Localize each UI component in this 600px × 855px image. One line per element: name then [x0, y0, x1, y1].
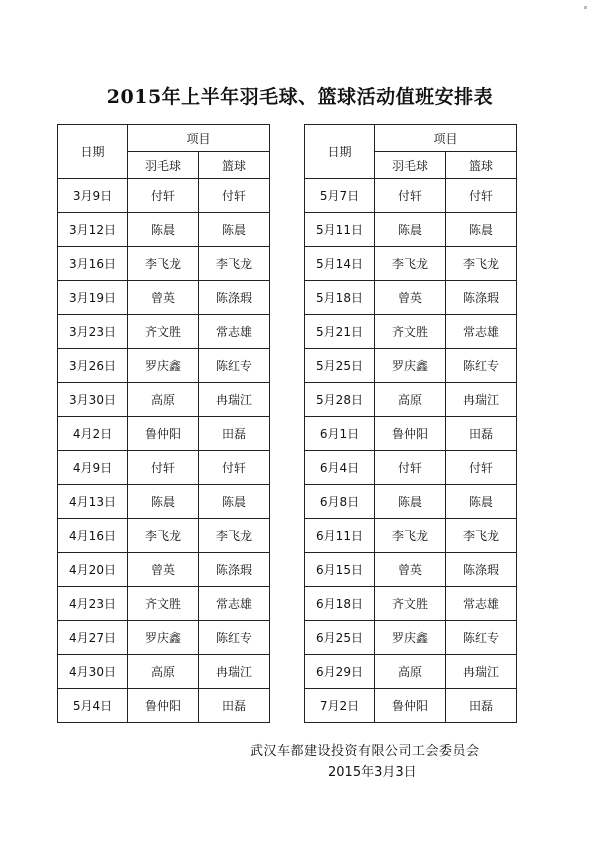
badminton-cell: 付轩	[128, 179, 199, 213]
date-cell: 4月2日	[58, 417, 128, 451]
badminton-cell: 罗庆鑫	[375, 621, 446, 655]
date-cell: 3月23日	[58, 315, 128, 349]
basketball-cell: 陈晨	[199, 485, 270, 519]
date-cell: 7月2日	[305, 689, 375, 723]
badminton-cell: 陈晨	[128, 485, 199, 519]
date-cell: 6月4日	[305, 451, 375, 485]
basketball-cell: 陈晨	[446, 213, 517, 247]
badminton-cell: 高原	[375, 383, 446, 417]
date-cell: 5月25日	[305, 349, 375, 383]
schedule-table-left	[57, 124, 270, 723]
basketball-cell: 陈涤瑕	[446, 553, 517, 587]
badminton-cell: 陈晨	[375, 485, 446, 519]
table-row	[58, 281, 270, 315]
table-row	[58, 417, 270, 451]
date-cell: 5月18日	[305, 281, 375, 315]
basketball-cell: 李飞龙	[199, 519, 270, 553]
table-row	[58, 519, 270, 553]
basketball-cell: 常志雄	[199, 587, 270, 621]
basketball-cell: 冉瑞江	[199, 655, 270, 689]
table-row	[305, 621, 517, 655]
badminton-cell: 李飞龙	[128, 247, 199, 281]
badminton-cell: 陈晨	[375, 213, 446, 247]
date-cell: 5月4日	[58, 689, 128, 723]
table-row	[58, 587, 270, 621]
badminton-cell: 曾英	[375, 553, 446, 587]
date-cell: 6月8日	[305, 485, 375, 519]
badminton-cell: 高原	[128, 383, 199, 417]
date-cell: 6月18日	[305, 587, 375, 621]
badminton-cell: 齐文胜	[375, 315, 446, 349]
date-cell: 5月11日	[305, 213, 375, 247]
badminton-cell: 李飞龙	[128, 519, 199, 553]
date-cell: 4月20日	[58, 553, 128, 587]
date-cell: 6月29日	[305, 655, 375, 689]
basketball-cell: 冉瑞江	[446, 655, 517, 689]
header-date: 日期	[58, 125, 128, 179]
date-cell: 5月7日	[305, 179, 375, 213]
table-row	[305, 587, 517, 621]
document-title: 2015年上半年羽毛球、篮球活动值班安排表	[106, 86, 494, 108]
date-cell: 6月25日	[305, 621, 375, 655]
table-row	[58, 213, 270, 247]
badminton-cell: 齐文胜	[128, 587, 199, 621]
badminton-cell: 齐文胜	[128, 315, 199, 349]
basketball-cell: 付轩	[446, 451, 517, 485]
table-row	[58, 247, 270, 281]
badminton-cell: 曾英	[128, 281, 199, 315]
badminton-cell: 鲁仲阳	[375, 417, 446, 451]
schedule-table-right	[304, 124, 517, 723]
table-row	[305, 553, 517, 587]
basketball-cell: 付轩	[446, 179, 517, 213]
table-row	[305, 519, 517, 553]
badminton-cell: 李飞龙	[375, 519, 446, 553]
date-cell: 4月13日	[58, 485, 128, 519]
basketball-cell: 田磊	[199, 689, 270, 723]
badminton-cell: 付轩	[375, 179, 446, 213]
badminton-cell: 李飞龙	[375, 247, 446, 281]
table-row	[305, 315, 517, 349]
badminton-cell: 付轩	[128, 451, 199, 485]
basketball-cell: 冉瑞江	[446, 383, 517, 417]
table-row	[305, 247, 517, 281]
table-row	[305, 281, 517, 315]
table-row	[305, 655, 517, 689]
basketball-cell: 常志雄	[199, 315, 270, 349]
header-basketball: 篮球	[446, 152, 517, 179]
basketball-cell: 付轩	[199, 451, 270, 485]
badminton-cell: 罗庆鑫	[128, 349, 199, 383]
schedule-body-right	[305, 179, 517, 723]
basketball-cell: 常志雄	[446, 315, 517, 349]
header-badminton: 羽毛球	[375, 152, 446, 179]
badminton-cell: 鲁仲阳	[128, 689, 199, 723]
footer-organization: 武汉车都建设投资有限公司工会委员会	[250, 744, 480, 759]
header-basketball: 篮球	[199, 152, 270, 179]
table-row	[58, 621, 270, 655]
date-cell: 4月16日	[58, 519, 128, 553]
basketball-cell: 陈红专	[199, 349, 270, 383]
badminton-cell: 付轩	[375, 451, 446, 485]
basketball-cell: 陈红专	[446, 349, 517, 383]
badminton-cell: 高原	[128, 655, 199, 689]
basketball-cell: 陈红专	[446, 621, 517, 655]
basketball-cell: 田磊	[199, 417, 270, 451]
badminton-cell: 曾英	[375, 281, 446, 315]
basketball-cell: 李飞龙	[199, 247, 270, 281]
date-cell: 3月26日	[58, 349, 128, 383]
scan-speck	[584, 6, 587, 9]
table-row	[305, 179, 517, 213]
badminton-cell: 齐文胜	[375, 587, 446, 621]
table-row	[58, 349, 270, 383]
table-row	[58, 485, 270, 519]
table-row	[58, 689, 270, 723]
table-row	[305, 451, 517, 485]
basketball-cell: 常志雄	[446, 587, 517, 621]
footer-date: 2015年3月3日	[328, 765, 417, 780]
table-row	[305, 349, 517, 383]
table-row	[58, 655, 270, 689]
badminton-cell: 鲁仲阳	[375, 689, 446, 723]
table-row	[58, 451, 270, 485]
basketball-cell: 李飞龙	[446, 519, 517, 553]
date-cell: 3月30日	[58, 383, 128, 417]
basketball-cell: 陈晨	[199, 213, 270, 247]
date-cell: 4月30日	[58, 655, 128, 689]
date-cell: 3月19日	[58, 281, 128, 315]
table-row	[305, 485, 517, 519]
date-cell: 4月9日	[58, 451, 128, 485]
date-cell: 5月14日	[305, 247, 375, 281]
table-row	[305, 689, 517, 723]
date-cell: 4月23日	[58, 587, 128, 621]
badminton-cell: 罗庆鑫	[128, 621, 199, 655]
date-cell: 5月28日	[305, 383, 375, 417]
date-cell: 6月15日	[305, 553, 375, 587]
table-row	[58, 315, 270, 349]
basketball-cell: 田磊	[446, 417, 517, 451]
table-row	[58, 553, 270, 587]
basketball-cell: 李飞龙	[446, 247, 517, 281]
basketball-cell: 陈涤瑕	[446, 281, 517, 315]
basketball-cell: 冉瑞江	[199, 383, 270, 417]
date-cell: 6月11日	[305, 519, 375, 553]
date-cell: 6月1日	[305, 417, 375, 451]
basketball-cell: 陈红专	[199, 621, 270, 655]
date-cell: 3月16日	[58, 247, 128, 281]
table-row	[58, 383, 270, 417]
date-cell: 3月12日	[58, 213, 128, 247]
date-cell: 4月27日	[58, 621, 128, 655]
badminton-cell: 陈晨	[128, 213, 199, 247]
header-item: 项目	[375, 125, 517, 152]
basketball-cell: 陈涤瑕	[199, 553, 270, 587]
header-badminton: 羽毛球	[128, 152, 199, 179]
schedule-body-left	[58, 179, 270, 723]
badminton-cell: 罗庆鑫	[375, 349, 446, 383]
table-row	[305, 383, 517, 417]
basketball-cell: 田磊	[446, 689, 517, 723]
badminton-cell: 曾英	[128, 553, 199, 587]
badminton-cell: 鲁仲阳	[128, 417, 199, 451]
table-row	[305, 417, 517, 451]
basketball-cell: 陈涤瑕	[199, 281, 270, 315]
basketball-cell: 付轩	[199, 179, 270, 213]
basketball-cell: 陈晨	[446, 485, 517, 519]
table-row	[305, 213, 517, 247]
header-date: 日期	[305, 125, 375, 179]
date-cell: 3月9日	[58, 179, 128, 213]
badminton-cell: 高原	[375, 655, 446, 689]
date-cell: 5月21日	[305, 315, 375, 349]
table-row	[58, 179, 270, 213]
header-item: 项目	[128, 125, 270, 152]
